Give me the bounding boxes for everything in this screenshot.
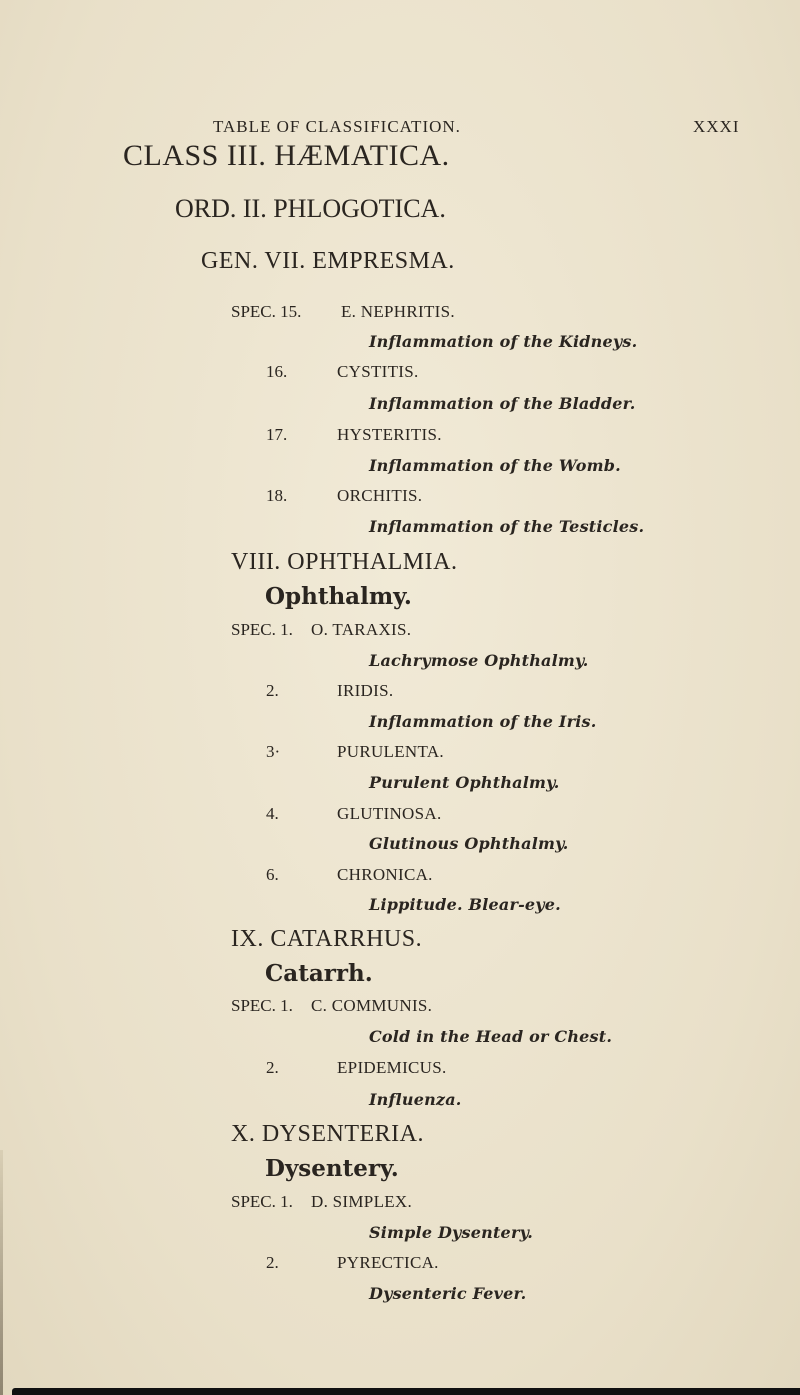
species-gloss: Inflammation of the Iris.: [369, 712, 597, 731]
species-gloss: Cold in the Head or Chest.: [369, 1027, 613, 1046]
species-label: 2.: [266, 1253, 279, 1272]
species-name: PURULENTA.: [337, 742, 444, 761]
species-name: ORCHITIS.: [337, 486, 423, 505]
genus-title: GEN. VII. EMPRESMA.: [201, 248, 455, 274]
species-label: 16.: [266, 362, 288, 381]
order-title: ORD. II. PHLOGOTICA.: [175, 194, 446, 223]
genus-english: Catarrh.: [265, 960, 373, 987]
species-name: EPIDEMICUS.: [337, 1058, 447, 1077]
species-gloss: Purulent Ophthalmy.: [369, 773, 560, 792]
species-label: SPEC. 1.: [231, 620, 293, 639]
species-label: 4.: [266, 804, 279, 823]
species-name: CYSTITIS.: [337, 362, 419, 381]
species-label: SPEC. 1.: [231, 996, 293, 1015]
bottom-rule: [12, 1388, 800, 1395]
genus-title: X. DYSENTERIA.: [231, 1121, 424, 1147]
species-gloss: Lachrymose Ophthalmy.: [369, 651, 589, 670]
species-name: D. SIMPLEX.: [311, 1192, 413, 1211]
species-label: 2.: [266, 1058, 279, 1077]
genus-title: IX. CATARRHUS.: [231, 926, 423, 952]
species-gloss: Inflammation of the Testicles.: [369, 517, 645, 536]
running-head-title: TABLE OF CLASSIFICATION.: [213, 117, 461, 136]
species-gloss: Glutinous Ophthalmy.: [369, 834, 569, 853]
species-gloss: Inflammation of the Womb.: [369, 456, 621, 475]
genus-title: VIII. OPHTHALMIA.: [231, 549, 458, 575]
species-name: O. TARAXIS.: [311, 620, 412, 639]
species-name: PYRECTICA.: [337, 1253, 439, 1272]
species-name: E. NEPHRITIS.: [341, 302, 455, 321]
species-name: GLUTINOSA.: [337, 804, 442, 823]
page-edge-shadow: [0, 1150, 3, 1395]
species-name: IRIDIS.: [337, 681, 394, 700]
species-label: SPEC. 1.: [231, 1192, 293, 1211]
page-number: XXXI: [693, 117, 740, 136]
species-name: HYSTERITIS.: [337, 425, 442, 444]
species-name: CHRONICA.: [337, 865, 433, 884]
species-label: 18.: [266, 486, 288, 505]
species-label: 3·: [266, 742, 281, 761]
class-title: CLASS III. HÆMATICA.: [123, 139, 450, 172]
species-label: 2.: [266, 681, 279, 700]
species-gloss: Influenza.: [369, 1090, 462, 1109]
species-gloss: Inflammation of the Bladder.: [369, 394, 636, 413]
species-gloss: Lippitude. Blear-eye.: [369, 895, 561, 914]
species-gloss: Inflammation of the Kidneys.: [369, 332, 638, 351]
species-gloss: Dysenteric Fever.: [369, 1284, 527, 1303]
species-label: 6.: [266, 865, 279, 884]
species-name: C. COMMUNIS.: [311, 996, 433, 1015]
genus-english: Ophthalmy.: [265, 583, 412, 610]
species-gloss: Simple Dysentery.: [369, 1223, 534, 1242]
species-label: 17.: [266, 425, 288, 444]
genus-english: Dysentery.: [265, 1155, 399, 1182]
species-label: SPEC. 15.: [231, 302, 302, 321]
